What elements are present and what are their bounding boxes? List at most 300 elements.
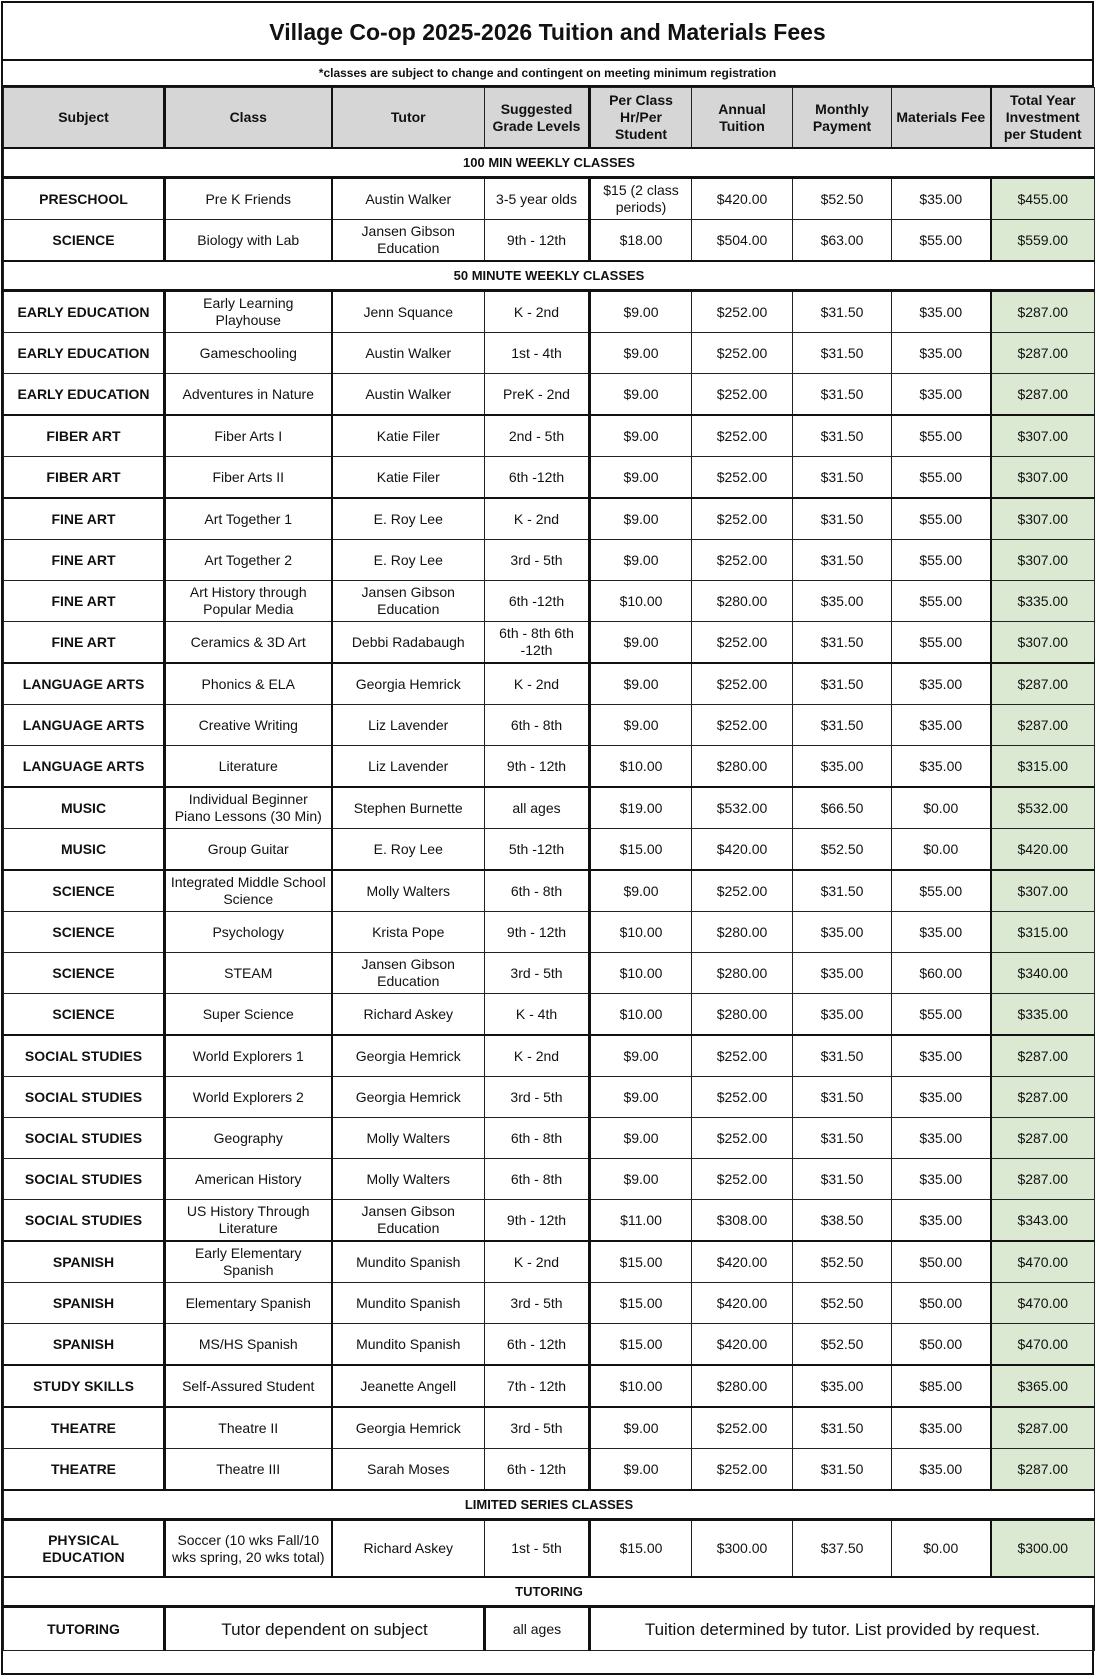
monthly-payment-cell: $38.50 [793,1200,892,1242]
class-cell: Theatre II [165,1407,332,1449]
materials-fee-cell: $35.00 [892,1200,991,1242]
grade-level-cell: 6th - 8th [485,1118,590,1159]
tutor-cell: Georgia Hemrick [332,1035,485,1077]
tutor-cell: Jenn Squance [332,291,485,333]
total-investment-cell: $340.00 [991,953,1095,994]
tutor-cell: Mundito Spanish [332,1241,485,1283]
grade-level-cell: 6th - 8th [485,870,590,912]
per-class-cell: $9.00 [590,1159,692,1200]
per-class-cell: $9.00 [590,291,692,333]
per-class-cell: $10.00 [590,581,692,622]
total-investment-cell: $315.00 [991,746,1095,788]
annual-tuition-cell: $252.00 [692,1035,793,1077]
per-class-cell: $9.00 [590,374,692,416]
grade-level-cell: K - 2nd [485,498,590,540]
table-row [4,333,1095,374]
grade-level-cell: K - 2nd [485,663,590,705]
subject-cell: SCIENCE [4,912,165,953]
monthly-payment-cell: $35.00 [793,953,892,994]
per-class-cell: $9.00 [590,1118,692,1159]
class-cell: Early Elementary Spanish [165,1241,332,1283]
table-row [4,912,1095,953]
per-class-cell: $9.00 [590,870,692,912]
class-cell: Ceramics & 3D Art [165,622,332,664]
monthly-payment-cell: $52.50 [793,1241,892,1283]
grade-level-cell: PreK - 2nd [485,374,590,416]
class-cell: Art Together 1 [165,498,332,540]
annual-tuition-cell: $252.00 [692,291,793,333]
table-row [4,746,1095,788]
tutor-cell: E. Roy Lee [332,498,485,540]
table-body [4,148,1095,1651]
table-row [4,1118,1095,1159]
annual-tuition-cell: $252.00 [692,663,793,705]
grade-level-cell: K - 2nd [485,1241,590,1283]
materials-fee-cell: $55.00 [892,415,991,457]
tutor-cell: Jansen Gibson Education [332,220,485,262]
subject-cell: SCIENCE [4,994,165,1036]
total-investment-cell: $307.00 [991,870,1095,912]
class-cell: Geography [165,1118,332,1159]
class-cell: American History [165,1159,332,1200]
subject-cell: THEATRE [4,1407,165,1449]
table-row [4,1077,1095,1118]
monthly-payment-cell: $52.50 [793,829,892,871]
total-investment-cell: $455.00 [991,178,1095,220]
materials-fee-cell: $35.00 [892,178,991,220]
grade-level-cell: 6th -12th [485,457,590,499]
per-class-cell: $9.00 [590,415,692,457]
subject-cell: SCIENCE [4,953,165,994]
subject-cell: SOCIAL STUDIES [4,1159,165,1200]
annual-tuition-cell: $280.00 [692,1365,793,1407]
monthly-payment-cell: $31.50 [793,540,892,581]
tutor-cell: Molly Walters [332,1159,485,1200]
monthly-payment-cell: $52.50 [793,1324,892,1366]
table-row [4,870,1095,912]
class-cell: Soccer (10 wks Fall/10 wks spring, 20 wks total) [165,1520,332,1578]
fee-sheet [1,1,1094,1675]
per-class-cell: $18.00 [590,220,692,262]
per-class-cell: $9.00 [590,663,692,705]
materials-fee-cell: $35.00 [892,1407,991,1449]
class-cell: Individual Beginner Piano Lessons (30 Min) [165,787,332,829]
total-investment-cell: $335.00 [991,994,1095,1036]
class-cell: Group Guitar [165,829,332,871]
total-investment-cell: $307.00 [991,457,1095,499]
per-class-cell: $15.00 [590,1520,692,1578]
per-class-cell: $10.00 [590,953,692,994]
monthly-payment-cell: $31.50 [793,415,892,457]
annual-tuition-cell: $252.00 [692,374,793,416]
table-row [4,1159,1095,1200]
annual-tuition-cell: $280.00 [692,994,793,1036]
monthly-payment-cell: $66.50 [793,787,892,829]
annual-tuition-cell: $420.00 [692,178,793,220]
annual-tuition-cell: $252.00 [692,1077,793,1118]
total-investment-cell: $470.00 [991,1324,1095,1366]
tutor-cell: E. Roy Lee [332,829,485,871]
class-cell: Pre K Friends [165,178,332,220]
class-cell: Gameschooling [165,333,332,374]
monthly-payment-cell: $31.50 [793,1159,892,1200]
per-class-cell: $10.00 [590,912,692,953]
materials-fee-cell: $0.00 [892,787,991,829]
table-row [4,829,1095,871]
class-cell: Theatre III [165,1449,332,1491]
per-class-cell: $15.00 [590,1241,692,1283]
table-row [4,1407,1095,1449]
table-row [4,787,1095,829]
total-investment-cell: $287.00 [991,663,1095,705]
subject-cell: EARLY EDUCATION [4,374,165,416]
per-class-cell: $9.00 [590,622,692,664]
page-title: Village Co-op 2025-2026 Tuition and Materials Fees [3,3,1092,61]
per-class-cell: $9.00 [590,1077,692,1118]
tutor-cell: Austin Walker [332,178,485,220]
grade-level-cell: 9th - 12th [485,912,590,953]
annual-tuition-cell: $420.00 [692,1324,793,1366]
total-investment-cell: $287.00 [991,333,1095,374]
per-class-cell: $9.00 [590,1449,692,1491]
annual-tuition-cell: $420.00 [692,1241,793,1283]
monthly-payment-cell: $31.50 [793,870,892,912]
monthly-payment-cell: $31.50 [793,1077,892,1118]
grade-level-cell: 9th - 12th [485,220,590,262]
per-class-cell: $9.00 [590,540,692,581]
table-row [4,663,1095,705]
tutor-cell: Debbi Radabaugh [332,622,485,664]
class-cell: Early Learning Playhouse [165,291,332,333]
class-cell: World Explorers 1 [165,1035,332,1077]
tutor-cell: Jansen Gibson Education [332,1200,485,1242]
grade-level-cell: 6th - 8th [485,705,590,746]
grade-level-cell: 6th - 8th 6th -12th [485,622,590,664]
grade-level-cell: 1st - 5th [485,1520,590,1578]
materials-fee-cell: $55.00 [892,581,991,622]
tutor-cell: Georgia Hemrick [332,1077,485,1118]
monthly-payment-cell: $31.50 [793,1035,892,1077]
subject-cell: FINE ART [4,540,165,581]
section-header-row [4,1577,1095,1607]
total-investment-cell: $300.00 [991,1520,1095,1578]
monthly-payment-cell: $31.50 [793,291,892,333]
annual-tuition-cell: $308.00 [692,1200,793,1242]
annual-tuition-cell: $252.00 [692,870,793,912]
subject-cell: EARLY EDUCATION [4,291,165,333]
subject-cell: LANGUAGE ARTS [4,705,165,746]
tutor-dependent-cell: Tutor dependent on subject [165,1607,485,1651]
total-investment-cell: $365.00 [991,1365,1095,1407]
annual-tuition-cell: $532.00 [692,787,793,829]
materials-fee-cell: $0.00 [892,829,991,871]
monthly-payment-cell: $35.00 [793,581,892,622]
header-total-investment: Total Year Investment per Student [991,88,1095,149]
subject-cell: FINE ART [4,581,165,622]
table-row [4,220,1095,262]
class-cell: Art History through Popular Media [165,581,332,622]
total-investment-cell: $307.00 [991,540,1095,581]
header-annual-tuition: Annual Tuition [692,88,793,149]
per-class-cell: $9.00 [590,457,692,499]
header-per-class: Per Class Hr/Per Student [590,88,692,149]
tutor-cell: Sarah Moses [332,1449,485,1491]
subject-cell: FIBER ART [4,457,165,499]
section-title: 50 MINUTE WEEKLY CLASSES [4,261,1095,291]
tutor-cell: Stephen Burnette [332,787,485,829]
grade-level-cell: all ages [485,1607,590,1651]
grade-level-cell: K - 2nd [485,1035,590,1077]
tutor-cell: Austin Walker [332,374,485,416]
subject-cell: SPANISH [4,1241,165,1283]
subject-cell: PHYSICAL EDUCATION [4,1520,165,1578]
annual-tuition-cell: $280.00 [692,581,793,622]
tutor-cell: Mundito Spanish [332,1324,485,1366]
total-investment-cell: $315.00 [991,912,1095,953]
grade-level-cell: 3rd - 5th [485,1283,590,1324]
header-tutor: Tutor [332,88,485,149]
subject-cell: LANGUAGE ARTS [4,663,165,705]
materials-fee-cell: $55.00 [892,870,991,912]
class-cell: Fiber Arts II [165,457,332,499]
monthly-payment-cell: $35.00 [793,912,892,953]
annual-tuition-cell: $252.00 [692,457,793,499]
table-row [4,457,1095,499]
tutor-cell: Katie Filer [332,457,485,499]
subject-cell: SCIENCE [4,870,165,912]
grade-level-cell: 3rd - 5th [485,953,590,994]
subject-cell: FINE ART [4,622,165,664]
annual-tuition-cell: $504.00 [692,220,793,262]
annual-tuition-cell: $252.00 [692,1118,793,1159]
monthly-payment-cell: $31.50 [793,374,892,416]
per-class-cell: $9.00 [590,1407,692,1449]
total-investment-cell: $287.00 [991,291,1095,333]
annual-tuition-cell: $300.00 [692,1520,793,1578]
section-title: LIMITED SERIES CLASSES [4,1490,1095,1520]
table-row [4,953,1095,994]
materials-fee-cell: $60.00 [892,953,991,994]
table-row [4,1365,1095,1407]
grade-level-cell: 9th - 12th [485,1200,590,1242]
subject-cell: SCIENCE [4,220,165,262]
grade-level-cell: 6th - 12th [485,1324,590,1366]
total-investment-cell: $287.00 [991,374,1095,416]
class-cell: STEAM [165,953,332,994]
class-cell: MS/HS Spanish [165,1324,332,1366]
header-subject: Subject [4,88,165,149]
class-cell: Self-Assured Student [165,1365,332,1407]
section-header-row [4,261,1095,291]
subject-cell: THEATRE [4,1449,165,1491]
grade-level-cell: K - 4th [485,994,590,1036]
subject-cell: EARLY EDUCATION [4,333,165,374]
table-row [4,1283,1095,1324]
annual-tuition-cell: $280.00 [692,912,793,953]
monthly-payment-cell: $31.50 [793,1118,892,1159]
annual-tuition-cell: $252.00 [692,1449,793,1491]
table-row [4,498,1095,540]
tutor-cell: Richard Askey [332,994,485,1036]
total-investment-cell: $532.00 [991,787,1095,829]
materials-fee-cell: $50.00 [892,1283,991,1324]
grade-level-cell: 7th - 12th [485,1365,590,1407]
subject-cell: MUSIC [4,829,165,871]
class-cell: Phonics & ELA [165,663,332,705]
class-cell: Super Science [165,994,332,1036]
grade-level-cell: 3rd - 5th [485,1407,590,1449]
subject-cell: LANGUAGE ARTS [4,746,165,788]
class-cell: World Explorers 2 [165,1077,332,1118]
materials-fee-cell: $55.00 [892,220,991,262]
table-row [4,705,1095,746]
total-investment-cell: $287.00 [991,705,1095,746]
tuition-note-cell: Tuition determined by tutor. List provided by request. [590,1607,1095,1651]
per-class-cell: $9.00 [590,333,692,374]
per-class-cell: $15.00 [590,829,692,871]
table-row [4,1241,1095,1283]
annual-tuition-cell: $280.00 [692,953,793,994]
total-investment-cell: $470.00 [991,1241,1095,1283]
header-monthly-payment: Monthly Payment [793,88,892,149]
header-class: Class [165,88,332,149]
per-class-cell: $10.00 [590,746,692,788]
annual-tuition-cell: $252.00 [692,333,793,374]
grade-level-cell: all ages [485,787,590,829]
total-investment-cell: $287.00 [991,1077,1095,1118]
section-header-row [4,1490,1095,1520]
tutor-cell: Katie Filer [332,415,485,457]
grade-level-cell: 3rd - 5th [485,1077,590,1118]
subject-cell: SOCIAL STUDIES [4,1200,165,1242]
subject-cell: FIBER ART [4,415,165,457]
tutor-cell: Austin Walker [332,333,485,374]
per-class-cell: $9.00 [590,498,692,540]
annual-tuition-cell: $252.00 [692,415,793,457]
class-cell: Creative Writing [165,705,332,746]
total-investment-cell: $420.00 [991,829,1095,871]
class-cell: Art Together 2 [165,540,332,581]
materials-fee-cell: $35.00 [892,1118,991,1159]
annual-tuition-cell: $252.00 [692,498,793,540]
subject-cell: SOCIAL STUDIES [4,1118,165,1159]
class-cell: Literature [165,746,332,788]
subject-cell: TUTORING [4,1607,165,1651]
header-materials-fee: Materials Fee [892,88,991,149]
table-row [4,994,1095,1036]
tutor-cell: Jansen Gibson Education [332,953,485,994]
total-investment-cell: $287.00 [991,1118,1095,1159]
monthly-payment-cell: $37.50 [793,1520,892,1578]
grade-level-cell: 6th -12th [485,581,590,622]
materials-fee-cell: $35.00 [892,333,991,374]
grade-level-cell: 9th - 12th [485,746,590,788]
subject-cell: MUSIC [4,787,165,829]
per-class-cell: $15 (2 class periods) [590,178,692,220]
materials-fee-cell: $35.00 [892,705,991,746]
tutor-cell: Liz Lavender [332,705,485,746]
materials-fee-cell: $35.00 [892,1035,991,1077]
annual-tuition-cell: $252.00 [692,1159,793,1200]
per-class-cell: $10.00 [590,994,692,1036]
tutor-cell: Liz Lavender [332,746,485,788]
header-grade-levels: Suggested Grade Levels [485,88,590,149]
materials-fee-cell: $35.00 [892,912,991,953]
materials-fee-cell: $55.00 [892,457,991,499]
materials-fee-cell: $35.00 [892,291,991,333]
annual-tuition-cell: $252.00 [692,705,793,746]
per-class-cell: $15.00 [590,1324,692,1366]
grade-level-cell: 5th -12th [485,829,590,871]
monthly-payment-cell: $35.00 [793,746,892,788]
total-investment-cell: $343.00 [991,1200,1095,1242]
subject-cell: SOCIAL STUDIES [4,1077,165,1118]
materials-fee-cell: $85.00 [892,1365,991,1407]
fees-table [3,87,1095,1651]
tutor-cell: Molly Walters [332,870,485,912]
table-row [4,178,1095,220]
per-class-cell: $10.00 [590,1365,692,1407]
monthly-payment-cell: $31.50 [793,333,892,374]
grade-level-cell: 6th - 8th [485,1159,590,1200]
subject-cell: FINE ART [4,498,165,540]
section-title: 100 MIN WEEKLY CLASSES [4,148,1095,178]
class-cell: Fiber Arts I [165,415,332,457]
materials-fee-cell: $35.00 [892,1449,991,1491]
grade-level-cell: 6th - 12th [485,1449,590,1491]
materials-fee-cell: $35.00 [892,1077,991,1118]
monthly-payment-cell: $31.50 [793,457,892,499]
materials-fee-cell: $0.00 [892,1520,991,1578]
total-investment-cell: $335.00 [991,581,1095,622]
registration-note: *classes are subject to change and contingent on meeting minimum registration [3,61,1092,87]
table-row [4,1324,1095,1366]
subject-cell: STUDY SKILLS [4,1365,165,1407]
annual-tuition-cell: $420.00 [692,829,793,871]
table-row [4,291,1095,333]
class-cell: Integrated Middle School Science [165,870,332,912]
materials-fee-cell: $55.00 [892,498,991,540]
monthly-payment-cell: $52.50 [793,178,892,220]
per-class-cell: $19.00 [590,787,692,829]
table-row [4,1035,1095,1077]
materials-fee-cell: $35.00 [892,663,991,705]
total-investment-cell: $287.00 [991,1159,1095,1200]
materials-fee-cell: $35.00 [892,746,991,788]
monthly-payment-cell: $31.50 [793,622,892,664]
annual-tuition-cell: $252.00 [692,540,793,581]
monthly-payment-cell: $52.50 [793,1283,892,1324]
table-row [4,622,1095,664]
section-title: TUTORING [4,1577,1095,1607]
materials-fee-cell: $55.00 [892,994,991,1036]
per-class-cell: $11.00 [590,1200,692,1242]
annual-tuition-cell: $420.00 [692,1283,793,1324]
table-row [4,374,1095,416]
grade-level-cell: 1st - 4th [485,333,590,374]
class-cell: Biology with Lab [165,220,332,262]
total-investment-cell: $287.00 [991,1035,1095,1077]
materials-fee-cell: $55.00 [892,622,991,664]
total-investment-cell: $307.00 [991,415,1095,457]
tutor-cell: Jeanette Angell [332,1365,485,1407]
table-row [4,1520,1095,1578]
monthly-payment-cell: $31.50 [793,498,892,540]
subject-cell: SPANISH [4,1283,165,1324]
table-row [4,1449,1095,1491]
per-class-cell: $9.00 [590,705,692,746]
monthly-payment-cell: $35.00 [793,1365,892,1407]
